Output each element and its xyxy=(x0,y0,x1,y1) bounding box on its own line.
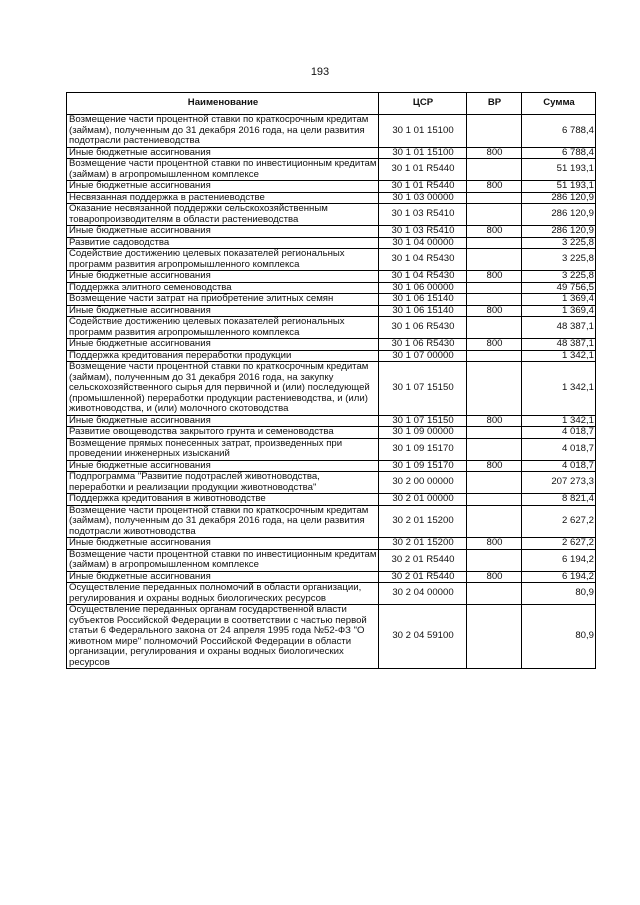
row-vr xyxy=(467,438,522,460)
row-sum: 51 193,1 xyxy=(522,181,596,193)
row-sum: 3 225,8 xyxy=(522,237,596,249)
row-vr xyxy=(467,249,522,271)
row-csr: 30 1 07 00000 xyxy=(379,350,467,362)
row-name: Возмещение части процентной ставки по краткосрочным кредитам (займам), полученным до 31 декабря 2016 года, на закупку сельскохозяйственного сырья для первичной и (или) последующей (промышленной) переработки продукции растениеводства, и (или) животноводства, и (или) молочного скотоводства xyxy=(67,362,379,416)
table-row xyxy=(67,282,596,294)
table-row xyxy=(67,294,596,306)
row-csr: 30 1 03 00000 xyxy=(379,192,467,204)
row-vr xyxy=(467,237,522,249)
row-csr: 30 2 01 15200 xyxy=(379,505,467,538)
row-sum: 286 120,9 xyxy=(522,226,596,238)
row-vr: 800 xyxy=(467,147,522,159)
row-csr: 30 1 06 15140 xyxy=(379,305,467,317)
row-vr xyxy=(467,282,522,294)
row-csr: 30 1 06 R5430 xyxy=(379,339,467,351)
table-row xyxy=(67,115,596,148)
row-vr: 800 xyxy=(467,181,522,193)
row-sum: 80,9 xyxy=(522,583,596,605)
row-vr xyxy=(467,494,522,506)
row-vr xyxy=(467,362,522,416)
header-name: Наименование xyxy=(67,93,379,115)
table-row xyxy=(67,362,596,416)
row-csr: 30 1 09 15170 xyxy=(379,460,467,472)
row-name: Иные бюджетные ассигнования xyxy=(67,271,379,283)
row-name: Осуществление переданных органам государственной власти субъектов Российской Федерации в соответствии с частью первой статьи 6 Федерального закона от 24 апреля 1995 года №52-ФЗ "О животном мире" полномочий Российской Федерации в области организации, регулирования и охраны водных биологических ресурсов xyxy=(67,605,379,669)
row-name: Иные бюджетные ассигнования xyxy=(67,571,379,583)
row-name: Содействие достижению целевых показателей региональных программ развития агропромышленного комплекса xyxy=(67,317,379,339)
table-row xyxy=(67,192,596,204)
row-csr: 30 1 04 00000 xyxy=(379,237,467,249)
row-name: Возмещение прямых понесенных затрат, произведенных при проведении инженерных изысканий xyxy=(67,438,379,460)
table-row xyxy=(67,549,596,571)
header-vr: ВР xyxy=(467,93,522,115)
row-csr: 30 2 04 00000 xyxy=(379,583,467,605)
row-csr: 30 2 01 15200 xyxy=(379,538,467,550)
page-number: 193 xyxy=(310,66,330,78)
row-name: Возмещение части процентной ставки по краткосрочным кредитам (займам), полученным до 31 декабря 2016 года, на цели развития подотрасли растениеводства xyxy=(67,115,379,148)
row-sum: 49 756,5 xyxy=(522,282,596,294)
table-header-row xyxy=(67,93,596,115)
table-row xyxy=(67,494,596,506)
row-csr: 30 1 01 15100 xyxy=(379,147,467,159)
row-vr: 800 xyxy=(467,571,522,583)
header-csr: ЦСР xyxy=(379,93,467,115)
row-vr xyxy=(467,350,522,362)
row-sum: 6 788,4 xyxy=(522,147,596,159)
row-vr xyxy=(467,159,522,181)
table-row xyxy=(67,505,596,538)
row-vr xyxy=(467,605,522,669)
row-csr: 30 1 09 00000 xyxy=(379,427,467,439)
row-csr: 30 1 07 15150 xyxy=(379,362,467,416)
row-name: Осуществление переданных полномочий в области организации, регулирования и охраны водных биологических ресурсов xyxy=(67,583,379,605)
row-name: Возмещение части процентной ставки по инвестиционным кредитам (займам) в агропромышленном комплексе xyxy=(67,159,379,181)
row-csr: 30 1 09 15170 xyxy=(379,438,467,460)
row-vr xyxy=(467,549,522,571)
row-csr: 30 2 01 R5440 xyxy=(379,571,467,583)
row-vr: 800 xyxy=(467,538,522,550)
row-csr: 30 1 04 R5430 xyxy=(379,249,467,271)
header-sum: Сумма xyxy=(522,93,596,115)
row-sum: 48 387,1 xyxy=(522,339,596,351)
row-csr: 30 1 01 15100 xyxy=(379,115,467,148)
table-row xyxy=(67,605,596,669)
table-row xyxy=(67,350,596,362)
row-vr xyxy=(467,505,522,538)
row-name: Возмещение части процентной ставки по инвестиционным кредитам (займам) в агропромышленном комплексе xyxy=(67,549,379,571)
row-name: Поддержка кредитования переработки продукции xyxy=(67,350,379,362)
row-csr: 30 2 04 59100 xyxy=(379,605,467,669)
row-csr: 30 2 00 00000 xyxy=(379,472,467,494)
row-name: Иные бюджетные ассигнования xyxy=(67,305,379,317)
row-csr: 30 1 07 15150 xyxy=(379,415,467,427)
row-name: Иные бюджетные ассигнования xyxy=(67,460,379,472)
row-name: Поддержка кредитования в животноводстве xyxy=(67,494,379,506)
row-sum: 286 120,9 xyxy=(522,192,596,204)
row-name: Иные бюджетные ассигнования xyxy=(67,181,379,193)
row-sum: 6 788,4 xyxy=(522,115,596,148)
row-vr xyxy=(467,294,522,306)
row-sum: 207 273,3 xyxy=(522,472,596,494)
budget-table xyxy=(66,92,596,669)
row-csr: 30 2 01 00000 xyxy=(379,494,467,506)
row-sum: 3 225,8 xyxy=(522,271,596,283)
table-row xyxy=(67,583,596,605)
row-name: Иные бюджетные ассигнования xyxy=(67,147,379,159)
row-name: Возмещение части затрат на приобретение элитных семян xyxy=(67,294,379,306)
row-sum: 3 225,8 xyxy=(522,249,596,271)
table-row xyxy=(67,339,596,351)
table-row xyxy=(67,571,596,583)
row-vr: 800 xyxy=(467,305,522,317)
row-vr: 800 xyxy=(467,339,522,351)
row-csr: 30 1 01 R5440 xyxy=(379,181,467,193)
row-name: Развитие садоводства xyxy=(67,237,379,249)
row-sum: 48 387,1 xyxy=(522,317,596,339)
row-vr: 800 xyxy=(467,271,522,283)
row-sum: 6 194,2 xyxy=(522,571,596,583)
table-row xyxy=(67,226,596,238)
row-csr: 30 1 03 R5410 xyxy=(379,204,467,226)
row-sum: 1 342,1 xyxy=(522,350,596,362)
row-name: Несвязанная поддержка в растениеводстве xyxy=(67,192,379,204)
row-vr xyxy=(467,583,522,605)
row-name: Развитие овощеводства закрытого грунта и семеноводства xyxy=(67,427,379,439)
row-vr: 800 xyxy=(467,415,522,427)
row-name: Иные бюджетные ассигнования xyxy=(67,538,379,550)
row-name: Содействие достижению целевых показателей региональных программ развития агропромышленного комплекса xyxy=(67,249,379,271)
row-vr: 800 xyxy=(467,460,522,472)
table-row xyxy=(67,472,596,494)
row-sum: 8 821,4 xyxy=(522,494,596,506)
table-row xyxy=(67,204,596,226)
row-sum: 80,9 xyxy=(522,605,596,669)
row-sum: 1 369,4 xyxy=(522,305,596,317)
row-sum: 1 342,1 xyxy=(522,362,596,416)
row-csr: 30 1 03 R5410 xyxy=(379,226,467,238)
row-vr xyxy=(467,427,522,439)
row-sum: 2 627,2 xyxy=(522,505,596,538)
row-vr xyxy=(467,472,522,494)
row-name: Поддержка элитного семеноводства xyxy=(67,282,379,294)
table-row xyxy=(67,147,596,159)
row-sum: 286 120,9 xyxy=(522,204,596,226)
row-csr: 30 1 06 15140 xyxy=(379,294,467,306)
row-sum: 4 018,7 xyxy=(522,438,596,460)
table-row xyxy=(67,305,596,317)
table-row xyxy=(67,181,596,193)
table-row xyxy=(67,237,596,249)
row-csr: 30 1 06 00000 xyxy=(379,282,467,294)
table-row xyxy=(67,317,596,339)
row-name: Иные бюджетные ассигнования xyxy=(67,226,379,238)
table-row xyxy=(67,249,596,271)
row-sum: 6 194,2 xyxy=(522,549,596,571)
row-vr xyxy=(467,115,522,148)
row-sum: 1 342,1 xyxy=(522,415,596,427)
row-csr: 30 2 01 R5440 xyxy=(379,549,467,571)
row-vr xyxy=(467,317,522,339)
row-sum: 4 018,7 xyxy=(522,460,596,472)
table-row xyxy=(67,460,596,472)
row-csr: 30 1 04 R5430 xyxy=(379,271,467,283)
row-vr: 800 xyxy=(467,226,522,238)
row-name: Оказание несвязанной поддержки сельскохозяйственным товаропроизводителям в области растениеводства xyxy=(67,204,379,226)
row-sum: 4 018,7 xyxy=(522,427,596,439)
table-row xyxy=(67,159,596,181)
row-name: Иные бюджетные ассигнования xyxy=(67,339,379,351)
row-csr: 30 1 06 R5430 xyxy=(379,317,467,339)
row-vr xyxy=(467,204,522,226)
row-sum: 1 369,4 xyxy=(522,294,596,306)
row-name: Иные бюджетные ассигнования xyxy=(67,415,379,427)
table-row xyxy=(67,427,596,439)
table-row xyxy=(67,438,596,460)
table-row xyxy=(67,271,596,283)
row-csr: 30 1 01 R5440 xyxy=(379,159,467,181)
row-name: Возмещение части процентной ставки по краткосрочным кредитам (займам), полученным до 31 декабря 2016 года, на цели развития подотрасли животноводства xyxy=(67,505,379,538)
table-row xyxy=(67,538,596,550)
table-row xyxy=(67,415,596,427)
row-sum: 51 193,1 xyxy=(522,159,596,181)
row-vr xyxy=(467,192,522,204)
row-sum: 2 627,2 xyxy=(522,538,596,550)
row-name: Подпрограмма "Развитие подотраслей животноводства, переработки и реализации продукции животноводства" xyxy=(67,472,379,494)
